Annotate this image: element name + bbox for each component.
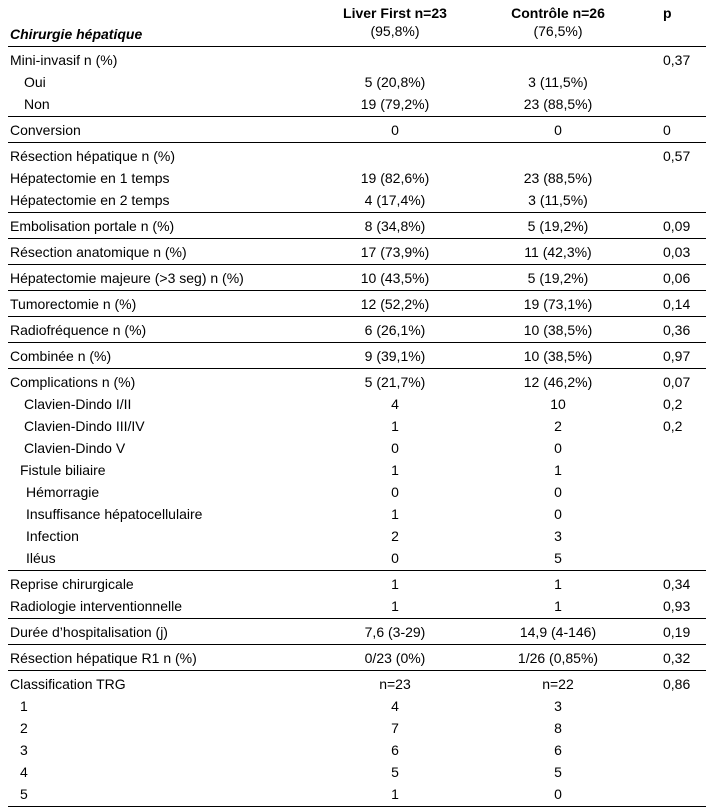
table-body — [8, 47, 706, 807]
control-value: 1 — [554, 462, 562, 478]
row-label: Non — [24, 96, 50, 112]
table-row — [8, 215, 706, 237]
control-value: 3 — [554, 528, 562, 544]
control-value: 5 — [554, 550, 562, 566]
control-value: 12 (46,2%) — [523, 374, 593, 390]
row-label: Classification TRG — [10, 676, 126, 692]
row-group — [8, 291, 706, 317]
control-value: 6 — [554, 742, 562, 758]
control-value: 0 — [554, 786, 562, 802]
table-row — [8, 415, 706, 437]
liver-first-value: 1 — [391, 786, 399, 802]
row-label: 2 — [20, 720, 28, 736]
liver-first-value: 5 — [391, 764, 399, 780]
p-value: 0,97 — [663, 348, 691, 364]
row-label: Tumorectomie n (%) — [10, 296, 137, 312]
p-value: 0,57 — [663, 148, 691, 164]
liver-first-value: 12 (52,2%) — [360, 296, 430, 312]
control-value: n=22 — [542, 676, 574, 692]
liver-first-value: 0 — [391, 550, 399, 566]
table-row — [8, 119, 706, 141]
liver-first-value: 4 — [391, 698, 399, 714]
table-row — [8, 739, 706, 761]
row-label: Iléus — [26, 550, 56, 566]
control-value: 23 (88,5%) — [523, 170, 593, 186]
liver-first-value: 0/23 (0%) — [364, 650, 426, 666]
row-label: Insuffisance hépatocellulaire — [26, 506, 203, 522]
row-label: Oui — [24, 74, 46, 90]
control-value: 1/26 (0,85%) — [517, 650, 599, 666]
liver-first-value: 7,6 (3-29) — [364, 624, 426, 640]
row-group — [8, 571, 706, 619]
liver-first-subtitle: (95,8%) — [370, 23, 420, 39]
control-subtitle: (76,5%) — [533, 23, 583, 39]
row-label: 3 — [20, 742, 28, 758]
p-value-column-header: p — [663, 5, 672, 21]
table-row — [8, 647, 706, 669]
control-column-header — [473, 4, 643, 40]
control-value: 5 (19,2%) — [527, 270, 589, 286]
row-label: Clavien-Dindo III/IV — [24, 418, 145, 434]
row-label: Combinée n (%) — [10, 348, 112, 364]
control-value: 19 (73,1%) — [523, 296, 593, 312]
row-label: 4 — [20, 764, 28, 780]
p-value: 0,14 — [663, 296, 691, 312]
liver-first-value: 0 — [391, 122, 399, 138]
table-row — [8, 547, 706, 569]
control-value: 10 — [550, 396, 566, 412]
results-table — [8, 2, 706, 807]
liver-first-value: 5 (21,7%) — [364, 374, 426, 390]
row-label: Complications n (%) — [10, 374, 136, 390]
table-row — [8, 145, 706, 167]
p-value: 0 — [663, 122, 671, 138]
row-label: Radiologie interventionnelle — [10, 598, 183, 614]
liver-first-value: 1 — [391, 506, 399, 522]
table-row — [8, 371, 706, 393]
row-label: Résection hépatique n (%) — [10, 148, 175, 164]
control-value: 0 — [554, 484, 562, 500]
table-row — [8, 49, 706, 71]
liver-first-value: 5 (20,8%) — [364, 74, 426, 90]
row-label: Conversion — [10, 122, 81, 138]
p-value: 0,93 — [663, 598, 691, 614]
control-value: 8 — [554, 720, 562, 736]
liver-first-value: 19 (82,6%) — [360, 170, 430, 186]
control-value: 1 — [554, 598, 562, 614]
p-value: 0,09 — [663, 218, 691, 234]
row-group — [8, 343, 706, 369]
table-row — [8, 189, 706, 211]
liver-first-value: 19 (79,2%) — [360, 96, 430, 112]
row-group — [8, 671, 706, 807]
control-value: 5 (19,2%) — [527, 218, 589, 234]
row-label: Résection anatomique n (%) — [10, 244, 187, 260]
row-label: Durée d’hospitalisation (j) — [10, 624, 168, 640]
liver-first-value: 6 — [391, 742, 399, 758]
row-label: Clavien-Dindo I/II — [24, 396, 132, 412]
table-row — [8, 573, 706, 595]
table-row — [8, 345, 706, 367]
table-row — [8, 93, 706, 115]
row-label: Hépatectomie majeure (>3 seg) n (%) — [10, 270, 244, 286]
row-group — [8, 143, 706, 213]
row-group — [8, 117, 706, 143]
control-value: 0 — [554, 440, 562, 456]
row-group — [8, 213, 706, 239]
table-row — [8, 717, 706, 739]
control-value: 3 (11,5%) — [528, 74, 588, 90]
row-group — [8, 645, 706, 671]
table-row — [8, 319, 706, 341]
section-title: Chirurgie hépatique — [10, 26, 143, 42]
table-row — [8, 267, 706, 289]
table-row — [8, 503, 706, 525]
table-row — [8, 393, 706, 415]
table-row — [8, 761, 706, 783]
table-header — [8, 2, 706, 47]
control-value: 10 (38,5%) — [523, 348, 593, 364]
control-title: Contrôle n=26 — [511, 5, 605, 21]
liver-first-value: 1 — [391, 462, 399, 478]
liver-first-value: 10 (43,5%) — [360, 270, 430, 286]
liver-first-value: 1 — [391, 576, 399, 592]
table-row — [8, 695, 706, 717]
table-row — [8, 481, 706, 503]
row-group — [8, 239, 706, 265]
table-row — [8, 241, 706, 263]
row-group — [8, 47, 706, 117]
liver-first-value: 7 — [391, 720, 399, 736]
liver-first-value: 0 — [391, 484, 399, 500]
p-value: 0,19 — [663, 624, 691, 640]
control-value: 11 (42,3%) — [524, 244, 592, 260]
liver-first-value: 4 (17,4%) — [364, 192, 426, 208]
table-row — [8, 621, 706, 643]
row-group — [8, 369, 706, 571]
table-row — [8, 525, 706, 547]
row-label: Hépatectomie en 2 temps — [10, 192, 170, 208]
table-row — [8, 167, 706, 189]
row-label: Embolisation portale n (%) — [10, 218, 175, 234]
row-label: Reprise chirurgicale — [10, 576, 134, 592]
table-row — [8, 783, 706, 805]
liver-first-title: Liver First n=23 — [343, 5, 447, 21]
table-row — [8, 459, 706, 481]
control-value: 2 — [554, 418, 562, 434]
control-value: 10 (38,5%) — [523, 322, 593, 338]
control-value: 3 — [554, 698, 562, 714]
p-value: 0,06 — [663, 270, 691, 286]
row-label: Hémorragie — [26, 484, 100, 500]
row-label: 1 — [20, 698, 28, 714]
p-value: 0,37 — [663, 52, 691, 68]
control-value: 3 (11,5%) — [528, 192, 588, 208]
table-row — [8, 437, 706, 459]
table-row — [8, 673, 706, 695]
liver-first-value: 9 (39,1%) — [364, 348, 426, 364]
p-value: 0,2 — [663, 418, 683, 434]
p-value: 0,36 — [663, 322, 691, 338]
row-label: Hépatectomie en 1 temps — [10, 170, 170, 186]
row-label: Clavien-Dindo V — [24, 440, 126, 456]
row-label: Mini-invasif n (%) — [10, 52, 118, 68]
row-label: Résection hépatique R1 n (%) — [10, 650, 197, 666]
control-value: 0 — [554, 122, 562, 138]
liver-first-value: 6 (26,1%) — [364, 322, 426, 338]
p-value: 0,07 — [663, 374, 691, 390]
p-value: 0,2 — [663, 396, 683, 412]
row-group — [8, 619, 706, 645]
table-row — [8, 293, 706, 315]
row-label: Fistule biliaire — [20, 462, 106, 478]
liver-first-value: 0 — [391, 440, 399, 456]
liver-first-value: 4 — [391, 396, 399, 412]
p-value: 0,03 — [663, 244, 691, 260]
liver-first-column-header — [310, 4, 480, 40]
liver-first-value: 17 (73,9%) — [360, 244, 430, 260]
row-label: Infection — [26, 528, 79, 544]
control-value: 5 — [554, 764, 562, 780]
row-group — [8, 317, 706, 343]
table-row — [8, 595, 706, 617]
liver-first-value: n=23 — [379, 676, 411, 692]
p-value: 0,34 — [663, 576, 691, 592]
control-value: 14,9 (4-146) — [519, 624, 597, 640]
row-label: 5 — [20, 786, 28, 802]
table-row — [8, 71, 706, 93]
control-value: 0 — [554, 506, 562, 522]
row-group — [8, 265, 706, 291]
row-label: Radiofréquence n (%) — [10, 322, 147, 338]
p-value: 0,32 — [663, 650, 691, 666]
liver-first-value: 2 — [391, 528, 399, 544]
p-value: 0,86 — [663, 676, 691, 692]
liver-first-value: 1 — [391, 598, 399, 614]
liver-first-value: 8 (34,8%) — [364, 218, 426, 234]
control-value: 1 — [554, 576, 562, 592]
liver-first-value: 1 — [391, 418, 399, 434]
control-value: 23 (88,5%) — [523, 96, 593, 112]
